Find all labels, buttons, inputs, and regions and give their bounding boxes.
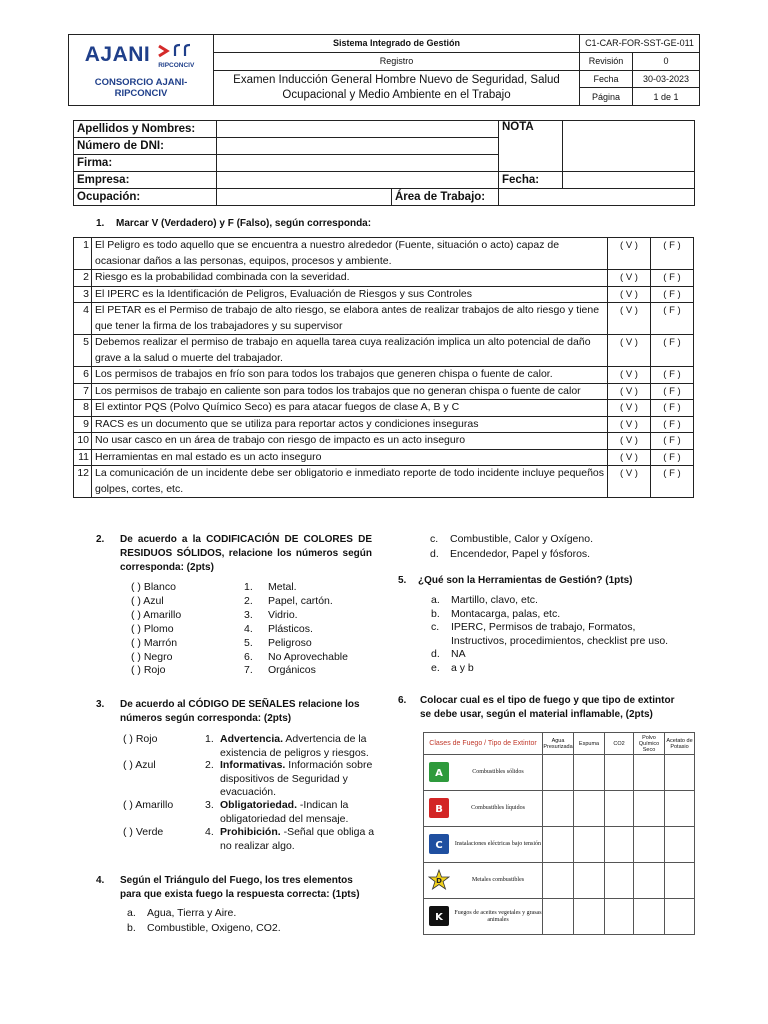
list-item: Vidrio. bbox=[268, 608, 298, 621]
answer-option[interactable]: c. IPERC, Permisos de trabajo, Formatos, Instructivos, procedimientos, checklist pre uso. bbox=[431, 621, 669, 647]
list-item: 1. bbox=[244, 581, 253, 593]
answer-cell[interactable] bbox=[574, 755, 605, 791]
tf-row-number: 4 bbox=[74, 303, 92, 335]
fire-class-letter: C bbox=[435, 839, 443, 851]
tf-row bbox=[74, 367, 694, 384]
answer-option[interactable]: a. Agua, Tierra y Aire. bbox=[127, 907, 237, 919]
fecha-field[interactable] bbox=[563, 172, 695, 189]
answer-option[interactable]: b. Montacarga, palas, etc. bbox=[431, 607, 561, 620]
list-item: 5. bbox=[244, 636, 253, 649]
q4-heading: 4. Según el Triángulo del Fuego, los tres elementos para que exista fuego la respuesta correcta: (1pts) bbox=[96, 875, 360, 900]
false-option[interactable]: ( F ) bbox=[651, 303, 694, 335]
q4-options-ab bbox=[127, 906, 281, 936]
false-option[interactable]: ( F ) bbox=[651, 433, 694, 450]
col-pqs: Polvo Químico Seco bbox=[634, 733, 665, 755]
q5-heading: 5. ¿Qué son la Herramientas de Gestión? (1pts) bbox=[398, 575, 633, 586]
fire-class-letter: B bbox=[435, 803, 443, 815]
list-item: ( ) Negro bbox=[131, 650, 173, 663]
tf-row-number: 12 bbox=[74, 466, 92, 498]
list-item: 7. bbox=[244, 664, 253, 677]
list-item: ( ) Amarillo bbox=[131, 608, 182, 621]
occupation-label: Ocupación: bbox=[74, 189, 217, 206]
answer-cell[interactable] bbox=[543, 899, 574, 935]
q2-colors bbox=[131, 581, 181, 678]
signal-color: ( ) Amarillo bbox=[123, 799, 174, 811]
answer-cell[interactable] bbox=[543, 755, 574, 791]
area-field[interactable] bbox=[499, 189, 695, 206]
signature-field[interactable] bbox=[217, 155, 499, 172]
tf-row bbox=[74, 400, 694, 417]
consortium-name: CONSORCIO AJANI-RIPCONCIV bbox=[94, 76, 188, 99]
list-item: ( ) Plomo bbox=[131, 622, 174, 635]
list-item: 4. bbox=[244, 622, 253, 635]
true-option[interactable]: ( V ) bbox=[608, 238, 651, 270]
signal-description: Prohibición. -Señal que obliga a no realizar algo. bbox=[220, 826, 375, 852]
answer-cell[interactable] bbox=[634, 827, 665, 863]
fire-class-icon bbox=[424, 791, 455, 827]
revision-label: Revisión bbox=[580, 52, 633, 70]
signal-description: Obligatoriedad. -Indican la obligatoriedad del mensaje. bbox=[220, 799, 349, 825]
fecha-label: Fecha: bbox=[499, 172, 563, 189]
true-option[interactable]: ( V ) bbox=[608, 303, 651, 335]
tf-row bbox=[74, 466, 694, 498]
false-option[interactable]: ( F ) bbox=[651, 466, 694, 498]
signal-number: 2. bbox=[205, 759, 214, 771]
false-option[interactable]: ( F ) bbox=[651, 335, 694, 367]
false-option[interactable]: ( F ) bbox=[651, 270, 694, 287]
q2-nums bbox=[244, 581, 253, 678]
names-field[interactable] bbox=[217, 121, 499, 138]
company-field[interactable] bbox=[217, 172, 499, 189]
nota-field[interactable] bbox=[563, 121, 695, 172]
logo-cell bbox=[69, 35, 214, 106]
fire-class-label: Combustibles sólidos bbox=[454, 755, 543, 791]
answer-cell[interactable] bbox=[665, 755, 695, 791]
tf-statement: Herramientas en mal estado es un acto inseguro bbox=[92, 449, 608, 466]
fire-class-icon bbox=[424, 827, 455, 863]
list-item: Orgánicos bbox=[268, 664, 316, 677]
tf-row-number: 6 bbox=[74, 367, 92, 384]
signature-label: Firma: bbox=[74, 155, 217, 172]
list-item: No Aprovechable bbox=[268, 650, 348, 663]
false-option[interactable]: ( F ) bbox=[651, 238, 694, 270]
false-option[interactable]: ( F ) bbox=[651, 416, 694, 433]
tf-row-number: 7 bbox=[74, 383, 92, 400]
answer-cell[interactable] bbox=[665, 827, 695, 863]
tf-row bbox=[74, 286, 694, 303]
true-option[interactable]: ( V ) bbox=[608, 433, 651, 450]
q2-items bbox=[268, 581, 348, 678]
false-option[interactable]: ( F ) bbox=[651, 449, 694, 466]
tf-statement: La comunicación de un incidente debe ser obligatorio e inmediato reporte de todo incidente incluye pequeños golpes, cortes, etc. bbox=[92, 466, 608, 498]
answer-cell[interactable] bbox=[605, 827, 634, 863]
answer-cell[interactable] bbox=[605, 755, 634, 791]
tf-row bbox=[74, 270, 694, 287]
signal-number: 1. bbox=[205, 733, 214, 745]
tf-row-number: 9 bbox=[74, 416, 92, 433]
doc-code: C1-CAR-FOR-SST-GE-011 bbox=[580, 35, 700, 53]
q1-heading: 1. Marcar V (Verdadero) y F (Falso), según corresponda: bbox=[96, 218, 372, 229]
false-option[interactable]: ( F ) bbox=[651, 367, 694, 384]
answer-cell[interactable] bbox=[543, 827, 574, 863]
company-logo: AJANI bbox=[84, 43, 151, 66]
fire-class-label: Combustibles líquidos bbox=[454, 791, 543, 827]
fire-table-head: Clases de Fuego / Tipo de Extintor bbox=[424, 733, 543, 755]
tf-statement: Los permisos de trabajos en frío son para todos los trabajos que generen chispa o fuente de calor. bbox=[92, 367, 608, 384]
fire-class-icon bbox=[424, 863, 455, 899]
q2-heading: 2. De acuerdo a la CODIFICACIÓN DE COLORES DE RESIDUOS SÓLIDOS, relacione los números según corresponda: (2pts) bbox=[96, 534, 372, 573]
col-water: Agua Presurizada bbox=[543, 733, 574, 755]
tf-row-number: 8 bbox=[74, 400, 92, 417]
list-item: ( ) Blanco bbox=[131, 581, 176, 593]
company-label: Empresa: bbox=[74, 172, 217, 189]
true-option[interactable]: ( V ) bbox=[608, 383, 651, 400]
tf-row bbox=[74, 335, 694, 367]
answer-cell[interactable] bbox=[543, 791, 574, 827]
ripconciv-logo: RIPCONCIV bbox=[155, 42, 197, 69]
tf-statement: RACS es un documento que se utiliza para reportar actos y condiciones inseguras bbox=[92, 416, 608, 433]
true-option[interactable]: ( V ) bbox=[608, 270, 651, 287]
date-value: 30-03-2023 bbox=[633, 70, 700, 88]
col-potassium: Acetato de Potasio bbox=[665, 733, 695, 755]
answer-option[interactable]: e. a y b bbox=[431, 661, 474, 674]
tf-statement: El Peligro es todo aquello que se encuentra a nuestro alrededor (Fuente, situación o acto) capaz de ocasionar daños a las personas, equipos, procesos y ambiente. bbox=[92, 238, 608, 270]
answer-cell[interactable] bbox=[634, 791, 665, 827]
answer-cell[interactable] bbox=[665, 899, 695, 935]
answer-cell[interactable] bbox=[605, 899, 634, 935]
answer-cell[interactable] bbox=[574, 863, 605, 899]
true-option[interactable]: ( V ) bbox=[608, 400, 651, 417]
list-item: ( ) Rojo bbox=[131, 664, 166, 677]
area-label: Área de Trabajo: bbox=[392, 189, 499, 206]
answer-option[interactable]: b. Combustible, Oxigeno, CO2. bbox=[127, 922, 281, 934]
tf-statement: Debemos realizar el permiso de trabajo en aquella tarea cuya realización implica un alto potencial de daño grave a la salud o muerte del trabajador. bbox=[92, 335, 608, 367]
true-option[interactable]: ( V ) bbox=[608, 466, 651, 498]
tf-row bbox=[74, 383, 694, 400]
tf-statement: Riesgo es la probabilidad combinada con la severidad. bbox=[92, 270, 608, 287]
fire-extinguisher-table bbox=[423, 732, 695, 935]
answer-cell[interactable] bbox=[665, 863, 695, 899]
fire-class-row bbox=[424, 899, 695, 935]
false-option[interactable]: ( F ) bbox=[651, 400, 694, 417]
tf-statement: El IPERC es la Identificación de Peligros, Evaluación de Riesgos y sus Controles bbox=[92, 286, 608, 303]
answer-option[interactable]: d. Encendedor, Papel y fósforos. bbox=[430, 548, 591, 560]
doc-type: Registro bbox=[214, 52, 580, 70]
page-value: 1 de 1 bbox=[633, 88, 700, 106]
tf-statement: Los permisos de trabajo en caliente son para todos los trabajos que no generan chispa o fuente de calor bbox=[92, 383, 608, 400]
tf-statement: El extintor PQS (Polvo Químico Seco) es para atacar fuegos de clase A, B y C bbox=[92, 400, 608, 417]
answer-option[interactable]: d. NA bbox=[431, 648, 466, 661]
exam-title: Examen Inducción General Hombre Nuevo de Seguridad, Salud Ocupacional y Medio Ambiente en el Trabajo bbox=[214, 70, 580, 106]
col-foam: Espuma bbox=[574, 733, 605, 755]
revision-value: 0 bbox=[633, 52, 700, 70]
tf-row-number: 2 bbox=[74, 270, 92, 287]
signal-color: ( ) Rojo bbox=[123, 733, 158, 745]
answer-cell[interactable] bbox=[574, 899, 605, 935]
answer-option[interactable]: a. Martillo, clavo, etc. bbox=[431, 594, 538, 606]
tf-row bbox=[74, 433, 694, 450]
fire-class-row bbox=[424, 863, 695, 899]
tf-row bbox=[74, 238, 694, 270]
true-option[interactable]: ( V ) bbox=[608, 286, 651, 303]
false-option[interactable]: ( F ) bbox=[651, 383, 694, 400]
fire-class-row bbox=[424, 827, 695, 863]
nota-label: NOTA bbox=[499, 121, 563, 172]
fire-class-label: Fuegos de aceites vegetales y grasas animales bbox=[454, 899, 543, 935]
answer-cell[interactable] bbox=[665, 791, 695, 827]
list-item: ( ) Marrón bbox=[131, 636, 178, 649]
tf-row-number: 10 bbox=[74, 433, 92, 450]
list-item: Metal. bbox=[268, 581, 297, 593]
fire-class-row bbox=[424, 755, 695, 791]
answer-cell[interactable] bbox=[574, 827, 605, 863]
list-item: Plásticos. bbox=[268, 622, 313, 635]
true-option[interactable]: ( V ) bbox=[608, 367, 651, 384]
answer-cell[interactable] bbox=[605, 791, 634, 827]
signal-description: Informativas. Información sobre dispositivos de Seguridad y evacuación. bbox=[220, 759, 373, 799]
fire-class-label: Metales combustibles bbox=[454, 863, 543, 899]
answer-option[interactable]: c. Combustible, Calor y Oxígeno. bbox=[430, 533, 593, 545]
system-title: Sistema Integrado de Gestión bbox=[214, 35, 580, 53]
fire-class-letter: K bbox=[435, 911, 443, 923]
col-co2: CO2 bbox=[605, 733, 634, 755]
tf-row-number: 5 bbox=[74, 335, 92, 367]
q4-options-cd bbox=[430, 532, 593, 562]
false-option[interactable]: ( F ) bbox=[651, 286, 694, 303]
answer-cell[interactable] bbox=[574, 791, 605, 827]
true-option[interactable]: ( V ) bbox=[608, 335, 651, 367]
names-label: Apellidos y Nombres: bbox=[74, 121, 217, 138]
fire-class-letter: A bbox=[435, 767, 443, 779]
answer-cell[interactable] bbox=[543, 863, 574, 899]
list-item: ( ) Azul bbox=[131, 594, 164, 607]
q5-options bbox=[431, 594, 681, 676]
list-item: 3. bbox=[244, 608, 253, 621]
answer-cell[interactable] bbox=[605, 863, 634, 899]
list-item: 6. bbox=[244, 650, 253, 663]
page-label: Página bbox=[580, 88, 633, 106]
tf-statement: No usar casco en un área de trabajo con riesgo de impacto es un acto inseguro bbox=[92, 433, 608, 450]
document-header bbox=[68, 34, 700, 106]
signal-color: ( ) Azul bbox=[123, 759, 156, 771]
signal-number: 4. bbox=[205, 826, 214, 838]
fire-class-label: Instalaciones eléctricas bajo tensión bbox=[454, 827, 543, 863]
true-option[interactable]: ( V ) bbox=[608, 416, 651, 433]
list-item: Papel, cartón. bbox=[268, 594, 333, 607]
q6-heading: 6. Colocar cual es el tipo de fuego y que tipo de extintor se debe usar, según el material inflamable, (2pts) bbox=[398, 695, 675, 720]
dni-label: Número de DNI: bbox=[74, 138, 217, 155]
tf-row bbox=[74, 449, 694, 466]
signal-description: Advertencia. Advertencia de la existencia de peligros y riesgos. bbox=[220, 733, 369, 759]
tf-row bbox=[74, 416, 694, 433]
tf-row bbox=[74, 303, 694, 335]
signal-number: 3. bbox=[205, 799, 214, 811]
tf-row-number: 11 bbox=[74, 449, 92, 466]
dni-field[interactable] bbox=[217, 138, 499, 155]
tf-statement: El PETAR es el Permiso de trabajo de alto riesgo, se elabora antes de realizar trabajos de alto riesgo y tiene que tener la firma de los trabajadores y su supervisor bbox=[92, 303, 608, 335]
personal-data-table bbox=[73, 120, 695, 206]
fire-class-icon bbox=[424, 899, 455, 935]
tf-row-number: 1 bbox=[74, 238, 92, 270]
list-item: 2. bbox=[244, 594, 253, 607]
signal-color: ( ) Verde bbox=[123, 826, 164, 838]
fire-class-row bbox=[424, 791, 695, 827]
answer-cell[interactable] bbox=[634, 755, 665, 791]
true-option[interactable]: ( V ) bbox=[608, 449, 651, 466]
true-false-table bbox=[73, 237, 694, 498]
answer-cell[interactable] bbox=[634, 899, 665, 935]
occupation-field[interactable] bbox=[217, 189, 392, 206]
fire-class-letter: D bbox=[436, 876, 442, 885]
date-label: Fecha bbox=[580, 70, 633, 88]
fire-class-icon bbox=[424, 755, 455, 791]
answer-cell[interactable] bbox=[634, 863, 665, 899]
q3-heading: 3. De acuerdo al CÓDIGO DE SEÑALES relacione los números según corresponda: (2pts) bbox=[96, 699, 360, 724]
list-item: Peligroso bbox=[268, 636, 312, 649]
tf-row-number: 3 bbox=[74, 286, 92, 303]
